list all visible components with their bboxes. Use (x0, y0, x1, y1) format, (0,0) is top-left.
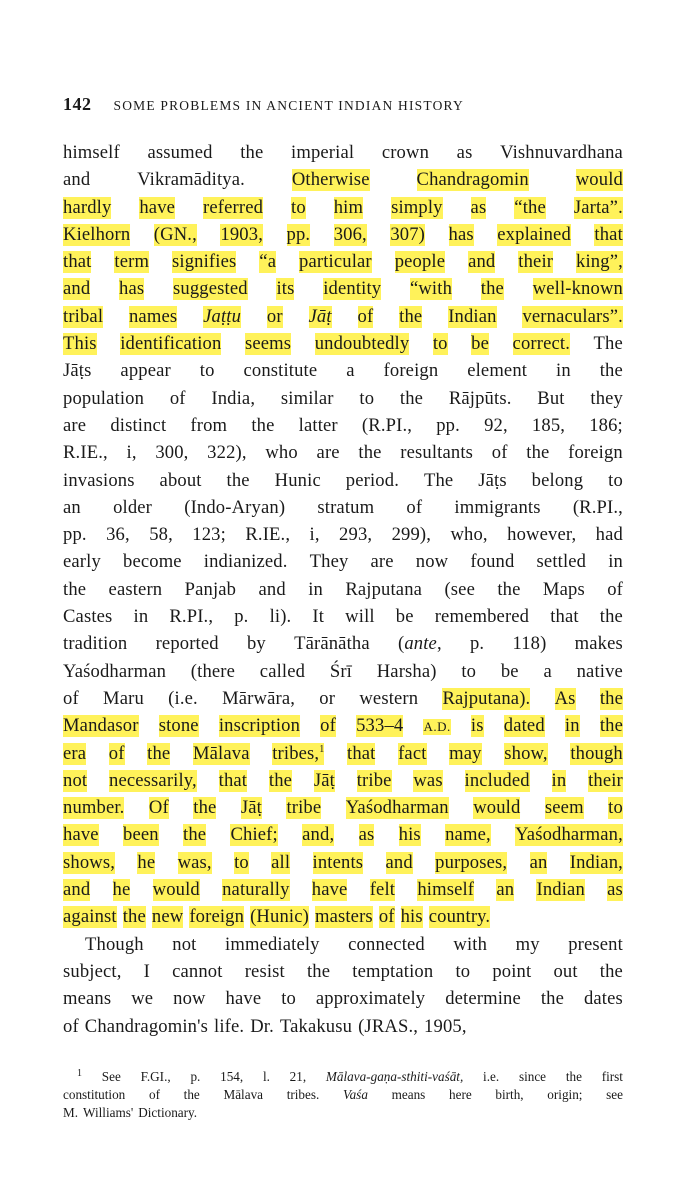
text-line: have been the Chief; and, as his name, Yaśodharman, (63, 824, 623, 846)
text-line: the eastern Panjab and in Rajputana (see the Maps of (63, 578, 623, 600)
text-line: tradition reported by Tārānātha (ante, p. 118) makes (63, 633, 623, 655)
page-number: 142 (63, 94, 92, 114)
text-line: pp. 36, 58, 123; R.IE., i, 293, 299), who, however, had (63, 524, 623, 546)
text-line: and Vikramāditya. Otherwise Chandragomin would (63, 169, 623, 191)
page-header (63, 94, 623, 120)
body-text (63, 142, 623, 1043)
text-line: means we now have to approximately determine the dates (63, 988, 623, 1010)
text-line: population of India, similar to the Rājpūts. But they (63, 387, 623, 409)
text-line: that term signifies “a particular people and their king”, (63, 251, 623, 273)
text-line: an older (Indo-Aryan) stratum of immigrants (R.PI., (63, 496, 623, 518)
footnote-line: $^1$ See F.GI., p. 154, l. 21, Mālava-gaṇa-sthiti-vaśāt, i.e. since the first (77, 1068, 623, 1085)
text-line: R.IE., i, 300, 322), who are the resultants of the foreign (63, 442, 623, 464)
footnote-line: M. Williams' Dictionary. (63, 1105, 198, 1120)
text-line: Mandasor stone inscription of 533–4 A.D. is dated in the (63, 715, 623, 737)
text-line: era of the Mālava tribes,$^1$ that fact may show, though (63, 742, 623, 764)
footnotes (63, 1068, 623, 1124)
text-line: Though not immediately connected with my present (85, 933, 623, 955)
footnote-line: constitution of the Mālava tribes. Vaśa means here birth, origin; see (63, 1086, 623, 1102)
text-line: hardly have referred to him simply as “the Jarta”. (63, 196, 623, 218)
text-line: early become indianized. They are now found settled in (63, 551, 623, 573)
text-line: are distinct from the latter (R.PI., pp. 92, 185, 186; (63, 414, 623, 436)
text-line: not necessarily, that the Jāṭ tribe was included in their (63, 769, 623, 791)
text-line: Yaśodharman (there called Śrī Harsha) to be a native (63, 660, 623, 682)
text-line: invasions about the Hunic period. The Jāṭs belong to (63, 469, 623, 491)
text-line: of Chandragomin's life. Dr. Takakusu (JRAS., 1905, (63, 1015, 467, 1037)
text-line: Castes in R.PI., p. li). It will be remembered that the (63, 606, 623, 628)
text-line: against the new foreign (Hunic) masters of his country. (63, 906, 491, 928)
text-line: Kielhorn (GN., 1903, pp. 306, 307) has explained that (63, 223, 623, 245)
text-line: tribal names Jaṭṭu or Jāṭ of the Indian vernaculars”. (63, 305, 623, 327)
running-title: SOME PROBLEMS IN ANCIENT INDIAN HISTORY (113, 98, 464, 113)
text-line: subject, I cannot resist the temptation to point out the (63, 960, 623, 982)
text-line: shows, he was, to all intents and purposes, an Indian, (63, 851, 623, 873)
text-line: himself assumed the imperial crown as Vishnuvardhana (63, 142, 623, 163)
text-line: number. Of the Jāṭ tribe Yaśodharman would seem to (63, 797, 623, 819)
text-line: of Maru (i.e. Mārwāra, or western Rajputana). As the (63, 687, 623, 709)
text-line: and has suggested its identity “with the well-known (63, 278, 623, 300)
text-line: This identification seems undoubtedly to be correct. The (63, 333, 623, 355)
text-line: Jāṭs appear to constitute a foreign element in the (63, 360, 623, 382)
text-line: and he would naturally have felt himself an Indian as (63, 879, 623, 901)
